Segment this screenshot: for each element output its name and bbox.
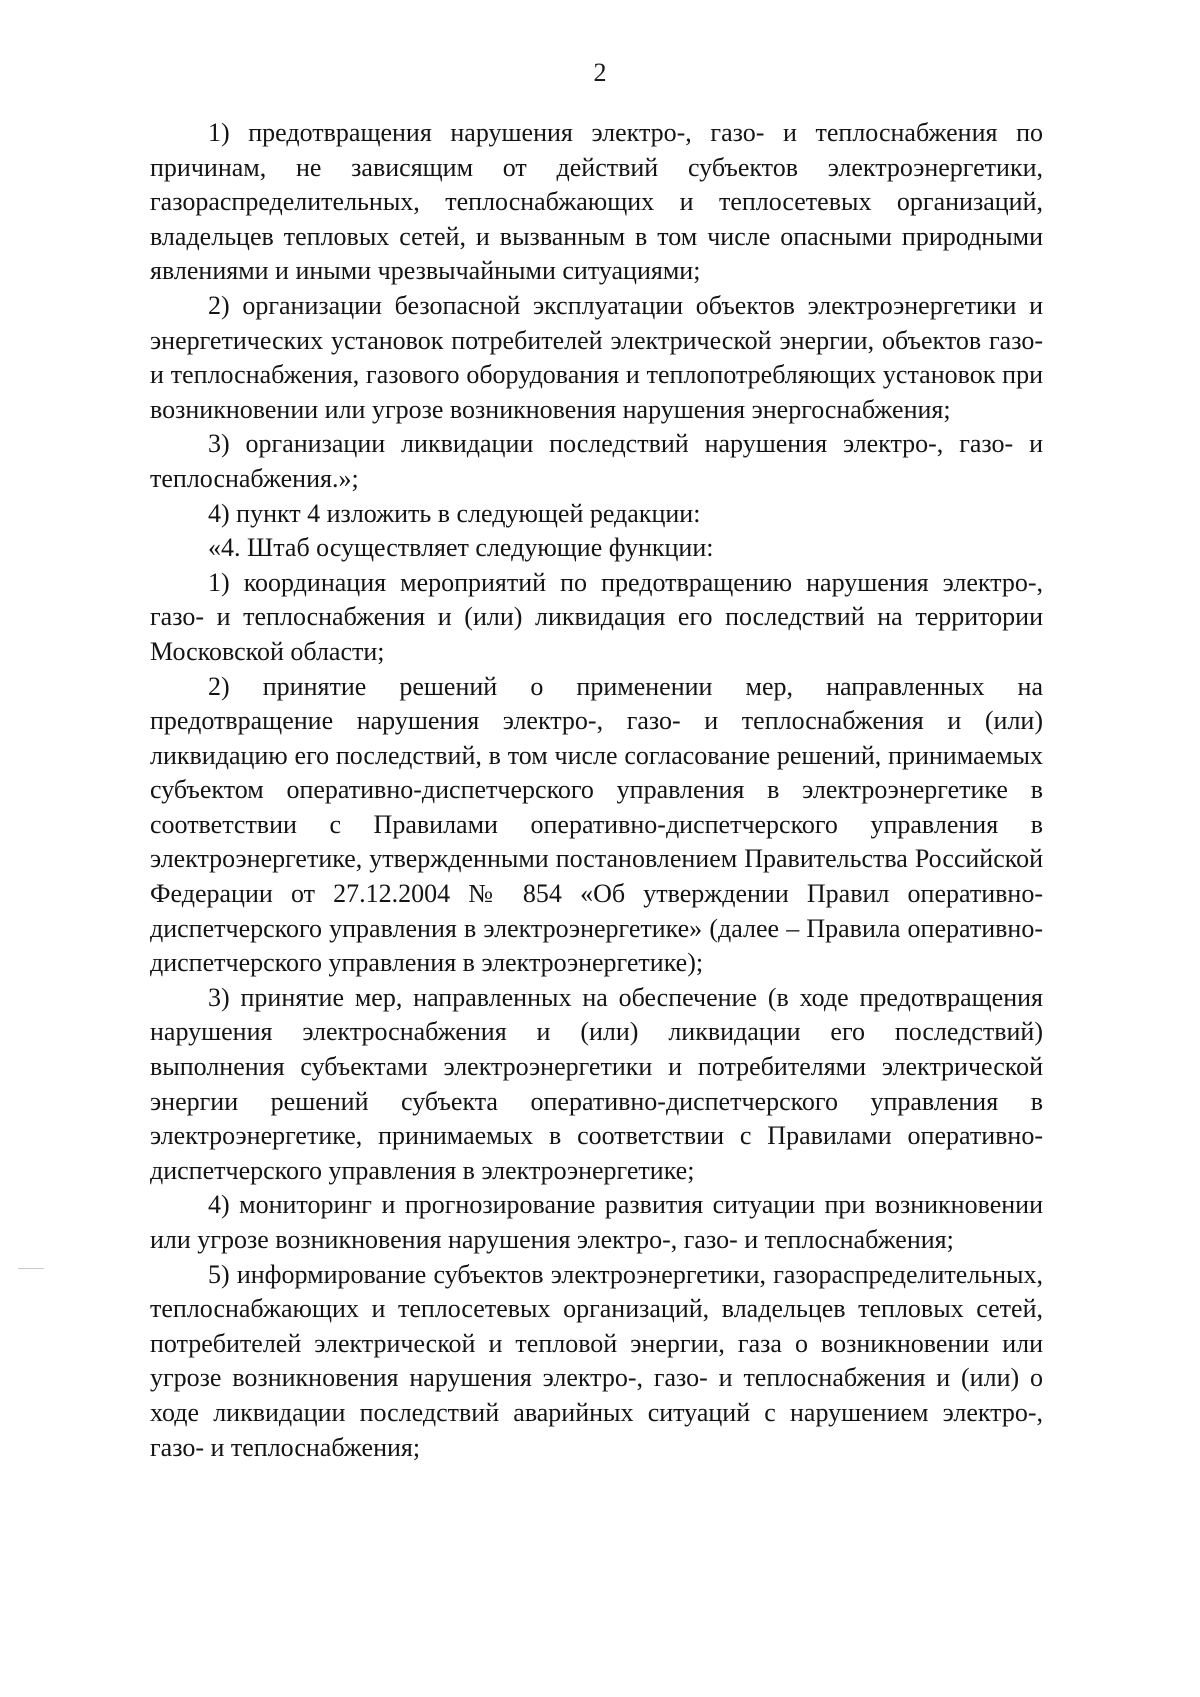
paragraph-amendment-point-4: 4) пункт 4 изложить в следующей редакции: — [208, 498, 701, 528]
paragraph-function-5-informing: 5) информирование субъектов электроэнергетики, газораспределительных, теплоснабжающих и теплосетевых организаций, владельцев тепловых сетей, потребителей электрической и тепловой энергии, газа о возникновении или угрозе возникновения нарушения электро-, газо- и теплоснабжения и (или) о ходе ликвидации последствий аварийных ситуаций с нарушением электро-, газо- и теплоснабжения; — [150, 1259, 1043, 1462]
paragraph-function-1-coordination: 1) координация мероприятий по предотвращению нарушения электро-, газо- и теплоснабжения и (или) ликвидация его последствий на территории Московской области; — [150, 567, 1043, 666]
document-body — [150, 116, 1043, 1465]
paragraph-prevention-item-1: 1) предотвращения нарушения электро-, газо- и теплоснабжения по причинам, не зависящим от действий субъектов электроэнергетики, газораспределительных, теплоснабжающих и теплосетевых организаций, владельцев тепловых сетей, и вызванным в том числе опасными природными явлениями и иными чрезвычайными ситуациями; — [150, 118, 1043, 286]
paragraph-function-3-measures: 3) принятие мер, направленных на обеспечение (в ходе предотвращения нарушения электроснабжения и (или) ликвидации его последствий) выполнения субъектами электроэнергетики и потребителями электрической энергии решений субъекта оперативно-диспетчерского управления в электроэнергетике, принимаемых в соответствии с Правилами оперативно-диспетчерского управления в электроэнергетике; — [150, 982, 1043, 1185]
page-number: 2 — [593, 58, 607, 87]
paragraph-function-4-monitoring: 4) мониторинг и прогнозирование развития ситуации при возникновении или угрозе возникновения нарушения электро-, газо- и теплоснабжения; — [150, 1190, 1043, 1254]
paragraph-liquidation-item-3: 3) организации ликвидации последствий нарушения электро-, газо- и теплоснабжения.»; — [150, 429, 1043, 493]
paragraph-staff-functions-heading: «4. Штаб осуществляет следующие функции: — [208, 533, 714, 563]
paragraph-function-2-decisions: 2) принятие решений о применении мер, направленных на предотвращение нарушения электро-, газо- и теплоснабжения и (или) ликвидацию его последствий, в том числе согласование решений, принимаемых субъектом оперативно-диспетчерского управления в электроэнергетике в соответствии с Правилами оперативно-диспетчерского управления в электроэнергетике, утвержденными постановлением Правительства Российской Федерации от 27.12.2004 № 854 «Об утверждении Правил оперативно-диспетчерского управления в электроэнергетике» (далее – Правила оперативно-диспетчерского управления в электроэнергетике); — [150, 671, 1043, 978]
paragraph-safe-operation-item-2: 2) организации безопасной эксплуатации объектов электроэнергетики и энергетических установок потребителей электрической энергии, объектов газо- и теплоснабжения, газового оборудования и теплопотребляющих установок при возникновении или угрозе возникновения нарушения энергоснабжения; — [150, 290, 1043, 424]
scan-artifact-mark — [18, 1268, 44, 1269]
